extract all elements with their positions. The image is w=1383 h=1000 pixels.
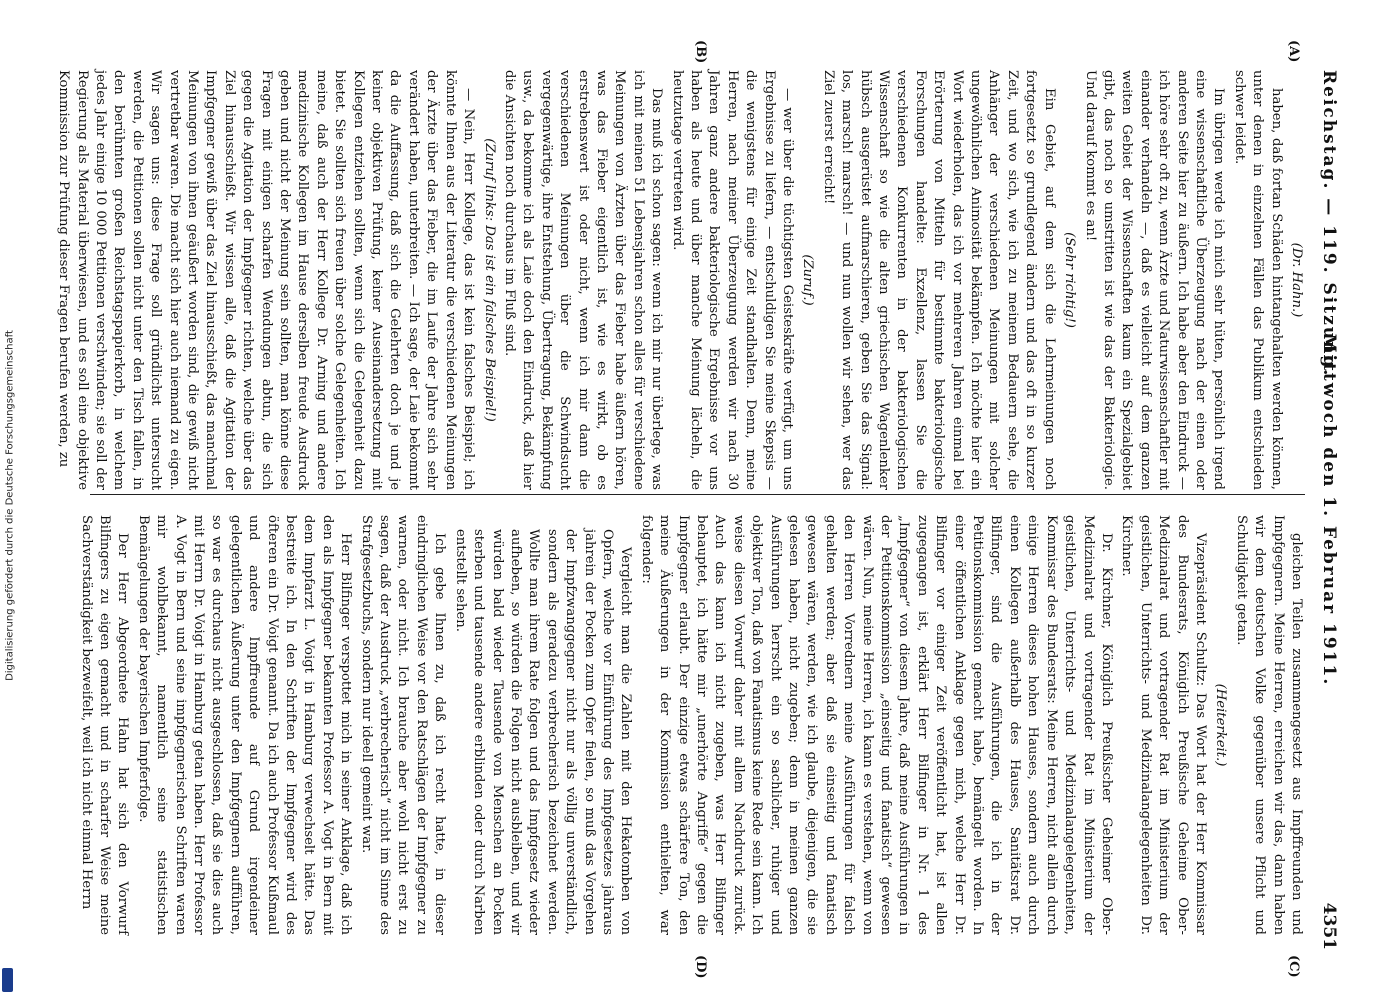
- paragraph: Herr Bilfinger verspottet mich in seiner Anklage, daß ich den als Impfgegner bekannten Professor A. Vogt in Bern mit dem Impfarzt L. Voigt in Hamburg verwechselt hätte. Das bestreite ich. In den Schriften der Impfgegner wird des öfteren ein Dr. Voigt genannt. Da ich auch Professor Kußmaul und andere Impffreunde auf Grund irgendeiner gelegentlichen Äußerung unter den Impfgegnern aufführen, so war es durchaus nicht ausgeschlossen, daß sie dies auch mit Herrn Dr. Voigt in Hamburg getan haben. Herr Professor A. Vogt in Bern und seine impfgegnerischen Schriften waren mir wohlbekannt, namentlich seine statistischen Bemängelungen der bayerischen Impferfolge.: [135, 515, 354, 935]
- paragraph: Vizepräsident Schultz: Das Wort hat der Herr Kommissar des Bundesrats, Königlich Preußische Geheime Ober-Medizinalrat und vortragender Rat im Ministerium der geistlichen, Unterrichts- und Medizinalangelegenheiten Dr. Kirchner.: [1119, 515, 1208, 935]
- paragraph: — Nein, Herr Kollege, das ist kein falsches Beispiel; ich könnte Ihnen aus der Literatur die verschiedenen Meinungen der Ärzte über das Fieber, die im Laufe der Jahre sich sehr verändert haben, unterbreiten. — Ich sage, der Laie bekommt da die Auffassung, daß sich die Gelehrten doch je und je keiner objektiven Prüfung, keiner Auseinandersetzung mit Kollegen entziehen sollten, wenn sich die Gelegenheit dazu bietet. Sie sollten sich freuen über solche Gelegenheiten. Ich meine, daß auch der Herr Kollege Dr. Arning und andere medizinische Kollegen im Hause derselben freude Ausdruck geben und nicht der Meinung sein sollten, man könne diese Fragen mit einigen scharfen Wendungen abtun, die sich gegen die Agitation der Impfgegner richten, welche über das Ziel hinausschießt. Wir wissen alle, daß die Agitation der Impfgegner gewiß über das Ziel hinausschießt, das manchmal Meinungen von ihnen geäußert worden sind, die gewiß nicht vertretbar waren. Die macht sich hier auch niemand zu eigen. Wir sagen uns: diese Frage soll gründlichst untersucht werden, die Petitionen sollen nicht unter den Tisch fallen, in den berühmten großen Reichstagspapierkorb, in welchem jedes Jahr einige 10 000 Petitionen verschwinden; sie soll der Regierung als Material überwiesen, und es soll eine objektive Kommission zur Prüfung dieser Fragen berufen werden, zu: [56, 70, 477, 490]
- margin-mark-c: (C): [1286, 955, 1301, 978]
- interjection: (Zuruf.): [800, 254, 816, 306]
- digitization-strip: [0, 0, 14, 1000]
- paragraph: Das muß ich schon sagen: wenn ich mir nur überlege, was ich mit meinen 51 Lebensjahren schon alles für verschiedene Meinungen von Ärzten über das Fieber habe äußern hören, was das Fieber eigentlich ist, wie es wirkt, ob es erstrebenswert ist oder nicht, wenn ich mir dann die verschiedenen Meinungen über die Schwindsucht vergegenwärtige, ihre Entstehung, Übertragung, Bekämpfung usw., da bekomme ich als Laie doch den Eindruck, daß hier die Ansichten noch durchaus im Fluß sind.: [501, 70, 665, 490]
- interjection: (Zuruf links: Das ist ein falsches Beispiel!): [481, 138, 497, 422]
- speaker-note: (Dr. Hahn.): [1289, 242, 1304, 318]
- paragraph: gleichen Teilen zusammengesetzt aus Impffreunden und Impfgegnern. Meine Herren, erreichen wir das, dann haben wir dem deutschen Volke gegenüber unsere Pflicht und Schuldigkeit getan.: [1233, 515, 1304, 935]
- right-column: [78, 515, 1305, 935]
- page-number: 4351: [1319, 902, 1339, 950]
- paragraph: Dr. Kirchner, Königlich Preußischer Geheimer Ober-Medizinalrat und vortragender Rat im Ministerium der geistlichen, Unterrichts- und Medizinalangelegenheiten, Kommissar des Bundesrats: Meine Herren, nicht allein durch einige Herren dieses hohen Hauses, sondern auch durch einen Kollegen außerhalb des Hauses, Sanitätsrat Dr. Bilfinger, sind die Ausführungen, die ich in der Petitionskommission gemacht habe, bemängelt worden. In einer öffentlichen Anklage gegen mich, welche Herr Dr. Bilfinger vor einiger Zeit veröffentlicht hat, ist allen zugegangen ist, erklärt Herr Bilfinger in Nr. 1 des „Impfgegner“ von diesem Jahre, daß meine Ausführungen in der Petitionskommission „einseitig und fanatisch“ gewesen wären. Nun, meine Herren, ich kann es verstehen, wenn von den Herren Vorrednern meine Ausführungen für falsch gehalten werden; aber daß sie einseitig und fanatisch gewesen wären, werden, wie ich glaube, diejenigen, die sie gelesen haben, nicht zugeben; denn in meinen ganzen Ausführungen herrscht ein so sachlicher, ruhiger und objektiver Ton, daß von Fanatismus keine Rede sein kann. Ich weise diesen Vorwurf daher mit allem Nachdruck zurück. Auch das kann ich nicht zugeben, was Herr Bilfinger behauptet, ich hätte mir „unerhörte Angriffe“ gegen die Impfgegner erlaubt. Der einzige etwas schärfere Ton, den meine Äußerungen in der Kommission enthielten, war folgender:: [638, 515, 1114, 935]
- margin-mark-d: (D): [693, 955, 708, 979]
- column-divider: [90, 494, 1305, 495]
- paragraph: haben, daß fortan Schäden hintangehalten werden können, unter denen in einzelnen Fällen das Publikum entschieden schwer leidet.: [1231, 70, 1284, 490]
- dfg-logo-icon: [2, 968, 13, 992]
- header-center: Mittwoch den 1. Februar 1911.: [1319, 333, 1339, 687]
- paragraph: Ein Gebiet, auf dem sich die Lehrmeinungen noch fortgesetzt so grundlegend ändern und das oft in so kurzer Zeit, und wo sich, wie ich zu meinem Bedauern sehe, die Anhänger der verschiedenen Meinungen mit solcher ungewöhnlichen Animosität bekämpfen. Ich möchte hier ein Wort wiederholen, das ich vor mehreren Jahren einmal bei Erörterung von Mitteln für bestimmte bakteriologische Forschungen handelte: Exzellenz, lassen Sie die verschiedenen Konkurrenten in der bakteriologischen Wissenschaft so wie die alten griechischen Wagenlenker hübsch ausgerüstet aufmarschieren, geben Sie das Signal: los, marsch! marsch! — und nun wollen wir sehen, wer das Ziel zuerst erreicht!: [820, 70, 1057, 490]
- paragraph: Ich gebe Ihnen zu, daß ich recht hatte, in dieser eindringlichen Weise vor den Ratschlägen der Impfgegner zu warnen, oder nicht. Ich brauche aber wohl nicht erst zu sagen, daß der Ausdruck „verbrecherisch“ nicht im Sinne des Strafgesetzbuchs, sondern nur ideell gemeint war.: [358, 515, 448, 935]
- paragraph: Im übrigen werde ich mich sehr hüten, persönlich irgend eine wissenschaftliche Überzeugung nach der einen oder anderen Seite hier zu äußern. Ich habe aber den Eindruck — ich höre sehr oft zu, wenn Ärzte und Naturwissenschaftler mit einander verhandeln —, daß es vielleicht auf dem ganzen weiten Gebiet der Wissenschaften kaum ein Spezialgebiet gibt, das noch so umstritten ist wie das der Bakteriologie. Und darauf kommt es an!: [1082, 70, 1227, 490]
- margin-mark-b: (B): [693, 40, 708, 64]
- paragraph: — wer über die tüchtigsten Geisteskräfte verfügt, um uns Ergebnisse zu liefern, — entschuldigen Sie meine Skepsis — die wenigstens für einige Zeit standhalten. Denn, meine Herren, nach meiner Überzeugung werden wir nach 30 Jahren ganz andere bakteriologische Ergebnisse vor uns haben als heute und über manche Meinung lächeln, die heutzutage vertreten wird.: [669, 70, 796, 490]
- interjection: (Sehr richtig!): [1062, 232, 1078, 328]
- digitization-credit: Digitalisierung gefördert durch die Deutsche Forschungsgemeinschaft: [4, 330, 16, 681]
- margin-mark-a: (A): [1286, 40, 1301, 63]
- quotation: Vergleicht man die Zahlen mit den Hekatomben von Opfern, welche vor Einführung des Impfgesetzes jahraus jahrein der Pocken zum Opfer fielen, so muß das Vorgehen der Impfzwanggegner nicht nur als völlig unverständlich, sondern als geradezu verbrecherisch bezeichnet werden. Wollte man ihrem Rate folgen und das Impfgesetz wieder aufheben, so würden die Folgen nicht ausbleiben, und wir würden bald wieder Tausende von Menschen an Pocken sterben und tausende andere erblinden oder durch Narben entstellt sehen.: [452, 529, 634, 935]
- left-column: [56, 70, 1305, 490]
- header-left: Reichstag. — 119. Sitzung.: [1319, 70, 1339, 378]
- paragraph: Der Herr Abgeordnete Hahn hat sich den Vorwurf Bilfingers zu eigen gemacht und in scharfer Weise meine Sachverständigkeit bezweifelt, weil ich nicht einmal Herrn: [78, 515, 131, 935]
- page-header: [1315, 70, 1343, 950]
- interjection: (Heiterkeit.): [1213, 683, 1229, 767]
